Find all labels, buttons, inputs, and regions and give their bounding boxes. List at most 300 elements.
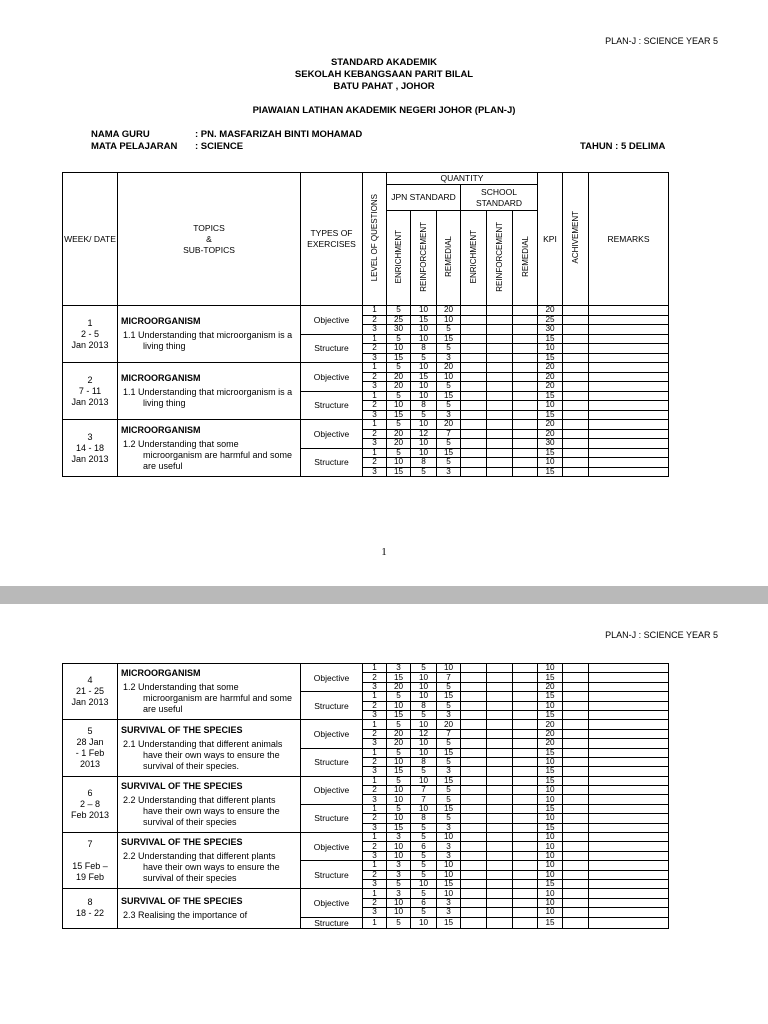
school-enrichment-cell (461, 429, 487, 439)
remarks-cell (589, 908, 669, 917)
jpn-enrichment-cell: 10 (387, 786, 411, 795)
achievement-cell (563, 701, 589, 710)
jpn-remedial-cell: 10 (437, 889, 461, 898)
header-school-enrichment: ENRICHMENT (461, 211, 487, 306)
header-school-standard: SCHOOL STANDARD (461, 185, 538, 211)
jpn-enrichment-cell: 10 (387, 757, 411, 766)
achievement-cell (563, 870, 589, 879)
school-enrichment-cell (461, 420, 487, 430)
achievement-cell (563, 739, 589, 748)
school-remedial-cell (513, 315, 538, 325)
school-remedial-cell (513, 325, 538, 335)
jpn-remedial-cell: 3 (437, 467, 461, 477)
school-remedial-cell (513, 710, 538, 719)
school-remedial-cell (513, 439, 538, 449)
remarks-cell (589, 429, 669, 439)
remarks-cell (589, 682, 669, 691)
school-remedial-cell (513, 363, 538, 373)
week-date-line: 28 Jan (76, 737, 104, 748)
school-reinforcement-cell (487, 833, 513, 842)
jpn-reinforcement-cell: 5 (411, 410, 437, 420)
school-enrichment-cell (461, 315, 487, 325)
remarks-cell (589, 353, 669, 363)
remarks-cell (589, 833, 669, 842)
school-reinforcement-cell (487, 664, 513, 673)
exercise-type-objective: Objective (301, 720, 363, 748)
jpn-remedial-cell: 3 (437, 353, 461, 363)
jpn-enrichment-cell: 5 (387, 363, 411, 373)
school-reinforcement-cell (487, 720, 513, 729)
week-date-line: Feb 2013 (70, 809, 110, 820)
jpn-enrichment-cell: 3 (387, 889, 411, 898)
achievement-cell (563, 458, 589, 468)
school-reinforcement-cell (487, 429, 513, 439)
week-date-line: Jan 2013 (71, 453, 109, 464)
exercise-type-structure: Structure (301, 748, 363, 776)
level-cell: 3 (363, 795, 387, 804)
school-enrichment-cell (461, 391, 487, 401)
jpn-reinforcement-cell: 5 (411, 870, 437, 879)
kpi-cell: 10 (538, 898, 563, 907)
level-cell: 3 (363, 908, 387, 917)
jpn-remedial-cell: 20 (437, 720, 461, 729)
tahun-label: TAHUN : 5 DELIMA (580, 141, 666, 152)
remarks-cell (589, 767, 669, 776)
level-cell: 3 (363, 353, 387, 363)
level-cell: 3 (363, 325, 387, 335)
jpn-enrichment-cell: 5 (387, 804, 411, 813)
remarks-cell (589, 795, 669, 804)
school-remedial-cell (513, 898, 538, 907)
remarks-cell (589, 748, 669, 757)
topic-title: MICROORGANISM (121, 373, 201, 383)
level-cell: 2 (363, 842, 387, 851)
jpn-reinforcement-cell: 5 (411, 908, 437, 917)
school-reinforcement-cell (487, 842, 513, 851)
level-cell: 1 (363, 861, 387, 870)
school-remedial-cell (513, 701, 538, 710)
week-date-cell (63, 889, 118, 928)
week-date-cell (63, 720, 118, 776)
achievement-cell (563, 757, 589, 766)
kpi-cell: 30 (538, 439, 563, 449)
school-enrichment-cell (461, 814, 487, 823)
school-reinforcement-cell (487, 898, 513, 907)
school-reinforcement-cell (487, 401, 513, 411)
jpn-remedial-cell: 15 (437, 391, 461, 401)
exercise-type-structure: Structure (301, 692, 363, 720)
sub-topic: 2.1 Understanding that different animals have their own ways to ensure the survival of their species. (123, 738, 283, 771)
jpn-reinforcement-cell: 5 (411, 710, 437, 719)
school-enrichment-cell (461, 757, 487, 766)
jpn-remedial-cell: 15 (437, 776, 461, 785)
school-remedial-cell (513, 682, 538, 691)
week-date-cell (63, 776, 118, 832)
jpn-reinforcement-cell: 7 (411, 786, 437, 795)
exercise-type-objective: Objective (301, 306, 363, 335)
jpn-enrichment-cell: 5 (387, 917, 411, 928)
guru-value: : PN. MASFARIZAH BINTI MOHAMAD (195, 129, 363, 140)
level-cell: 3 (363, 710, 387, 719)
jpn-enrichment-cell: 15 (387, 767, 411, 776)
jpn-remedial-cell: 15 (437, 334, 461, 344)
jpn-remedial-cell: 7 (437, 673, 461, 682)
kpi-cell: 30 (538, 325, 563, 335)
level-cell: 3 (363, 823, 387, 832)
topic-cell (118, 420, 301, 477)
jpn-enrichment-cell: 15 (387, 673, 411, 682)
remarks-cell (589, 720, 669, 729)
school-enrichment-cell (461, 833, 487, 842)
level-cell: 1 (363, 664, 387, 673)
school-remedial-cell (513, 851, 538, 860)
school-remedial-cell (513, 420, 538, 430)
school-remedial-cell (513, 814, 538, 823)
achievement-cell (563, 851, 589, 860)
jpn-reinforcement-cell: 5 (411, 851, 437, 860)
jpn-reinforcement-cell: 10 (411, 748, 437, 757)
achievement-cell (563, 748, 589, 757)
jpn-reinforcement-cell: 5 (411, 823, 437, 832)
school-remedial-cell (513, 861, 538, 870)
table-row (63, 833, 669, 842)
achievement-cell (563, 795, 589, 804)
exercise-type-objective: Objective (301, 363, 363, 392)
achievement-cell (563, 382, 589, 392)
level-cell: 3 (363, 879, 387, 888)
topic-title: SURVIVAL OF THE SPECIES (121, 837, 243, 848)
jpn-remedial-cell: 15 (437, 448, 461, 458)
jpn-remedial-cell: 5 (437, 325, 461, 335)
header-types: TYPES OF EXERCISES (301, 173, 363, 306)
school-remedial-cell (513, 664, 538, 673)
kpi-cell: 15 (538, 410, 563, 420)
week-date-line: 18 - 22 (75, 908, 105, 919)
achievement-cell (563, 325, 589, 335)
kpi-cell: 20 (538, 729, 563, 738)
school-reinforcement-cell (487, 767, 513, 776)
school-reinforcement-cell (487, 439, 513, 449)
achievement-cell (563, 334, 589, 344)
jpn-remedial-cell: 5 (437, 458, 461, 468)
jpn-remedial-cell: 3 (437, 823, 461, 832)
jpn-reinforcement-cell: 10 (411, 448, 437, 458)
jpn-remedial-cell: 5 (437, 439, 461, 449)
remarks-cell (589, 804, 669, 813)
remarks-cell (589, 889, 669, 898)
remarks-cell (589, 467, 669, 477)
school-remedial-cell (513, 908, 538, 917)
jpn-reinforcement-cell: 10 (411, 739, 437, 748)
kpi-cell: 10 (538, 851, 563, 860)
jpn-reinforcement-cell: 5 (411, 353, 437, 363)
school-enrichment-cell (461, 748, 487, 757)
level-cell: 1 (363, 917, 387, 928)
week-date-line: 7 - 11 (78, 385, 102, 396)
jpn-remedial-cell: 15 (437, 917, 461, 928)
jpn-remedial-cell: 10 (437, 664, 461, 673)
page-number: 1 (381, 546, 387, 558)
header-jpn-standard: JPN STANDARD (387, 185, 461, 211)
topic-cell (118, 833, 301, 889)
level-cell: 2 (363, 786, 387, 795)
remarks-cell (589, 664, 669, 673)
school-enrichment-cell (461, 458, 487, 468)
sub-topic: 1.1 Understanding that microorganism is a living thing (123, 387, 293, 408)
topic-title: SURVIVAL OF THE SPECIES (121, 895, 243, 906)
school-enrichment-cell (461, 776, 487, 785)
achievement-cell (563, 401, 589, 411)
week-date-cell (63, 664, 118, 720)
kpi-cell: 10 (538, 908, 563, 917)
jpn-remedial-cell: 15 (437, 748, 461, 757)
school-reinforcement-cell (487, 701, 513, 710)
page-header-right: PLAN-J : SCIENCE YEAR 5 (605, 36, 718, 46)
level-cell: 1 (363, 306, 387, 316)
kpi-cell: 20 (538, 739, 563, 748)
kpi-cell: 20 (538, 372, 563, 382)
sub-topic: 2.3 Realising the importance of (123, 909, 248, 920)
level-cell: 1 (363, 391, 387, 401)
kpi-cell: 20 (538, 382, 563, 392)
remarks-cell (589, 325, 669, 335)
jpn-enrichment-cell: 15 (387, 353, 411, 363)
remarks-cell (589, 391, 669, 401)
remarks-cell (589, 448, 669, 458)
table-row (63, 776, 669, 785)
jpn-reinforcement-cell: 8 (411, 401, 437, 411)
achievement-cell (563, 823, 589, 832)
jpn-remedial-cell: 5 (437, 814, 461, 823)
jpn-enrichment-cell: 20 (387, 372, 411, 382)
school-enrichment-cell (461, 720, 487, 729)
level-cell: 2 (363, 315, 387, 325)
remarks-cell (589, 420, 669, 430)
achievement-cell (563, 917, 589, 928)
jpn-reinforcement-cell: 10 (411, 391, 437, 401)
school-reinforcement-cell (487, 823, 513, 832)
school-remedial-cell (513, 372, 538, 382)
kpi-cell: 20 (538, 420, 563, 430)
exercise-type-structure: Structure (301, 917, 363, 928)
level-cell: 3 (363, 767, 387, 776)
level-cell: 3 (363, 467, 387, 477)
week-date-line: 4 (87, 675, 93, 686)
jpn-reinforcement-cell: 5 (411, 861, 437, 870)
week-date-line: 7 (87, 838, 93, 849)
achievement-cell (563, 439, 589, 449)
jpn-reinforcement-cell: 8 (411, 344, 437, 354)
jpn-enrichment-cell: 20 (387, 729, 411, 738)
header-school-remedial: REMEDIAL (513, 211, 538, 306)
level-cell: 3 (363, 439, 387, 449)
school-remedial-cell (513, 870, 538, 879)
jpn-enrichment-cell: 10 (387, 851, 411, 860)
jpn-remedial-cell: 5 (437, 739, 461, 748)
level-cell: 2 (363, 898, 387, 907)
kpi-cell: 15 (538, 448, 563, 458)
level-cell: 1 (363, 363, 387, 373)
exercise-type-structure: Structure (301, 861, 363, 889)
school-reinforcement-cell (487, 757, 513, 766)
school-reinforcement-cell (487, 306, 513, 316)
achievement-cell (563, 879, 589, 888)
jpn-enrichment-cell: 15 (387, 410, 411, 420)
title-line-2: SEKOLAH KEBANGSAAN PARIT BILAL (294, 69, 474, 80)
week-date-line: 2 – 8 (79, 798, 101, 809)
jpn-reinforcement-cell: 10 (411, 879, 437, 888)
remarks-cell (589, 898, 669, 907)
achievement-cell (563, 664, 589, 673)
jpn-enrichment-cell: 20 (387, 739, 411, 748)
header-quantity: QUANTITY (387, 173, 538, 185)
jpn-remedial-cell: 7 (437, 429, 461, 439)
table-row (63, 420, 669, 430)
school-remedial-cell (513, 448, 538, 458)
kpi-cell: 15 (538, 673, 563, 682)
jpn-reinforcement-cell: 10 (411, 720, 437, 729)
week-date-line: 2 (87, 374, 93, 385)
school-reinforcement-cell (487, 391, 513, 401)
remarks-cell (589, 334, 669, 344)
achievement-cell (563, 363, 589, 373)
jpn-reinforcement-cell: 10 (411, 804, 437, 813)
school-remedial-cell (513, 833, 538, 842)
remarks-cell (589, 917, 669, 928)
school-remedial-cell (513, 353, 538, 363)
school-remedial-cell (513, 748, 538, 757)
jpn-enrichment-cell: 10 (387, 458, 411, 468)
jpn-enrichment-cell: 10 (387, 701, 411, 710)
jpn-remedial-cell: 3 (437, 767, 461, 776)
achievement-cell (563, 372, 589, 382)
topic-cell (118, 776, 301, 832)
school-reinforcement-cell (487, 692, 513, 701)
jpn-reinforcement-cell: 5 (411, 833, 437, 842)
school-remedial-cell (513, 467, 538, 477)
school-enrichment-cell (461, 767, 487, 776)
topic-cell (118, 889, 301, 928)
remarks-cell (589, 692, 669, 701)
achievement-cell (563, 729, 589, 738)
jpn-enrichment-cell: 15 (387, 823, 411, 832)
sub-topic: 1.1 Understanding that microorganism is a living thing (123, 330, 293, 351)
jpn-remedial-cell: 10 (437, 372, 461, 382)
kpi-cell: 20 (538, 682, 563, 691)
school-enrichment-cell (461, 325, 487, 335)
jpn-remedial-cell: 5 (437, 757, 461, 766)
level-cell: 1 (363, 776, 387, 785)
achievement-cell (563, 692, 589, 701)
remarks-cell (589, 344, 669, 354)
jpn-reinforcement-cell: 10 (411, 439, 437, 449)
table-row (63, 664, 669, 673)
school-remedial-cell (513, 391, 538, 401)
level-cell: 3 (363, 739, 387, 748)
header-topics: TOPICS & SUB-TOPICS (118, 173, 301, 306)
achievement-cell (563, 833, 589, 842)
topic-cell (118, 363, 301, 420)
kpi-cell: 20 (538, 363, 563, 373)
header-jpn-enrichment: ENRICHMENT (387, 211, 411, 306)
kpi-cell: 10 (538, 795, 563, 804)
achievement-cell (563, 306, 589, 316)
achievement-cell (563, 804, 589, 813)
school-remedial-cell (513, 739, 538, 748)
kpi-cell: 10 (538, 833, 563, 842)
title-line-3: BATU PAHAT , JOHOR (333, 81, 435, 92)
exercise-type-structure: Structure (301, 334, 363, 363)
school-enrichment-cell (461, 870, 487, 879)
school-reinforcement-cell (487, 682, 513, 691)
remarks-cell (589, 710, 669, 719)
level-cell: 1 (363, 833, 387, 842)
jpn-remedial-cell: 3 (437, 410, 461, 420)
jpn-enrichment-cell: 15 (387, 467, 411, 477)
school-remedial-cell (513, 382, 538, 392)
jpn-enrichment-cell: 20 (387, 382, 411, 392)
jpn-reinforcement-cell: 5 (411, 889, 437, 898)
week-date-cell (63, 306, 118, 363)
school-enrichment-cell (461, 861, 487, 870)
school-reinforcement-cell (487, 334, 513, 344)
jpn-reinforcement-cell: 8 (411, 757, 437, 766)
remarks-cell (589, 842, 669, 851)
school-reinforcement-cell (487, 879, 513, 888)
week-date-line: Jan 2013 (71, 339, 109, 350)
kpi-cell: 15 (538, 334, 563, 344)
week-date-cell (63, 363, 118, 420)
jpn-enrichment-cell: 10 (387, 814, 411, 823)
exercise-type-objective: Objective (301, 776, 363, 804)
exercise-type-objective: Objective (301, 889, 363, 917)
remarks-cell (589, 701, 669, 710)
level-cell: 3 (363, 410, 387, 420)
jpn-enrichment-cell: 10 (387, 401, 411, 411)
table-row (63, 306, 669, 316)
school-remedial-cell (513, 692, 538, 701)
achievement-cell (563, 776, 589, 785)
level-cell: 2 (363, 673, 387, 682)
kpi-cell: 15 (538, 391, 563, 401)
achievement-cell (563, 673, 589, 682)
school-reinforcement-cell (487, 804, 513, 813)
school-remedial-cell (513, 823, 538, 832)
level-cell: 1 (363, 889, 387, 898)
jpn-enrichment-cell: 20 (387, 429, 411, 439)
school-enrichment-cell (461, 448, 487, 458)
level-cell: 1 (363, 692, 387, 701)
jpn-remedial-cell: 5 (437, 795, 461, 804)
achievement-cell (563, 814, 589, 823)
week-date-line: 8 (87, 897, 93, 908)
remarks-cell (589, 739, 669, 748)
school-enrichment-cell (461, 673, 487, 682)
topic-title: MICROORGANISM (121, 424, 201, 435)
level-cell: 3 (363, 682, 387, 691)
school-enrichment-cell (461, 401, 487, 411)
level-cell: 2 (363, 458, 387, 468)
achievement-cell (563, 429, 589, 439)
school-remedial-cell (513, 889, 538, 898)
school-remedial-cell (513, 776, 538, 785)
school-enrichment-cell (461, 879, 487, 888)
remarks-cell (589, 401, 669, 411)
exercise-type-structure: Structure (301, 448, 363, 477)
level-cell: 3 (363, 382, 387, 392)
subtitle: PIAWAIAN LATIHAN AKADEMIK NEGERI JOHOR (PLAN-J) (252, 105, 516, 116)
kpi-cell: 10 (538, 870, 563, 879)
